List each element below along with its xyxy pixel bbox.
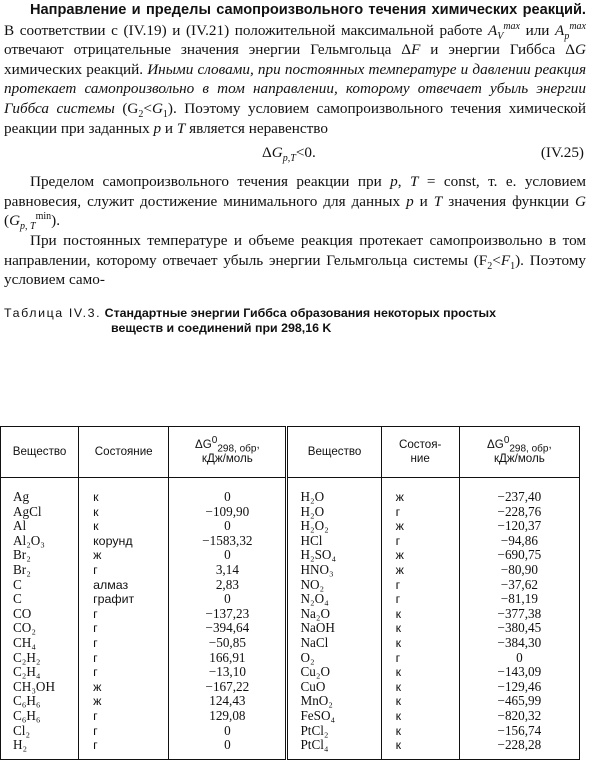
paragraph-heading: Направление и пределы самопроизвольного течения химических реакций. [30,2,586,18]
substance-cell: C [1,592,79,607]
gibbs-energy-cell: 129,08 [169,709,287,724]
table-row [1,621,580,636]
substance-cell: Al₂O₃ [1,534,79,549]
substance-cell: H₂O₂ [287,519,381,534]
state-cell: г [381,534,459,549]
gibbs-energy-cell: −120,37 [459,519,579,534]
state-cell: к [79,505,169,520]
substance-cell: C [1,578,79,593]
state-cell: г [79,607,169,622]
substance-cell: Cu₂O [287,665,381,680]
equation: $\Delta G_{p,T}<0$. [262,144,316,165]
table-row [1,738,580,759]
var-p: p [153,119,162,137]
state-cell: к [79,519,169,534]
state-cell: ж [381,519,459,534]
state-cell: г [79,651,169,666]
state-cell: г [381,505,459,520]
gibbs-energy-cell: −94,86 [459,534,579,549]
table-header-row [1,427,580,478]
state-cell: г [79,709,169,724]
table-row [1,505,580,520]
gibbs-energy-cell: −81,19 [459,592,579,607]
gibbs-energy-cell: −143,09 [459,665,579,680]
substance-cell: CO [1,607,79,622]
substance-cell: Br₂ [1,563,79,578]
state-cell: к [381,621,459,636]
gibbs-energy-cell: 166,91 [169,651,287,666]
table-row [1,607,580,622]
paragraph-helmholtz: При постоянных температуре и объеме реакция протекает самопроизвольно в том направлении, которому отвечает убыль энергии Гельмгольца системы $(F_2<F_1)$. Поэтому условием само- [4,231,586,289]
gibbs-energy-cell: −465,99 [459,694,579,709]
state-cell: г [79,621,169,636]
state-cell: к [381,738,459,759]
state-cell: к [381,665,459,680]
gibbs-energy-cell: 124,43 [169,694,287,709]
state-cell: г [79,665,169,680]
state-cell: корунд [79,534,169,549]
substance-cell: NaCl [287,636,381,651]
gibbs-energy-cell: −384,30 [459,636,579,651]
gibbs-energy-cell: −129,46 [459,680,579,695]
equation-row [4,142,586,166]
state-cell: ж [381,490,459,505]
var-t: T [176,119,186,137]
substance-cell: CuO [287,680,381,695]
gibbs-energy-cell: 0 [169,490,287,505]
substance-cell: Al [1,519,79,534]
page [4,0,586,336]
substance-cell: NaOH [287,621,381,636]
equation-number: (IV.25) [540,144,584,162]
gibbs-energy-table [0,426,580,760]
gibbs-energy-cell: 0 [169,519,287,534]
table-row [1,519,580,534]
substance-cell: H₂ [1,738,79,759]
header-substance-2: Вещество [287,427,381,478]
substance-cell: PtCl₂ [287,724,381,739]
gibbs-energy-cell: −109,90 [169,505,287,520]
state-cell: г [79,636,169,651]
substance-cell: C₂H₄ [1,665,79,680]
gibbs-energy-cell: 2,83 [169,578,287,593]
substance-cell: O₂ [287,651,381,666]
state-cell: к [381,680,459,695]
substance-cell: CH₄ [1,636,79,651]
substance-cell: C₆H₆ [1,709,79,724]
state-cell: к [381,636,459,651]
formula-a-p-max: $A_p^{max}$ [555,20,586,42]
table-row [1,592,580,607]
table-row [1,694,580,709]
gibbs-energy-cell: 0 [169,724,287,739]
gibbs-energy-cell: 0 [169,592,287,607]
table-caption-title: Стандартные энергии Гиббса образования некоторых простых [104,305,497,320]
table-row [1,636,580,651]
gibbs-energy-cell: −820,32 [459,709,579,724]
substance-cell: C₆H₆ [1,694,79,709]
gibbs-energy-cell: 0 [169,738,287,759]
state-cell: алмаз [79,578,169,593]
substance-cell: Br₂ [1,548,79,563]
state-cell: г [381,592,459,607]
state-cell: ж [79,694,169,709]
substance-cell: Cl₂ [1,724,79,739]
gibbs-energy-cell: 0 [459,651,579,666]
gibbs-energy-cell: −228,76 [459,505,579,520]
table-body [1,478,580,760]
substance-cell: HCl [287,534,381,549]
formula-delta-f: ΔF [401,41,421,59]
table-row [1,665,580,680]
substance-cell: N₂O₄ [287,592,381,607]
substance-cell: FeSO₄ [287,709,381,724]
substance-cell: NO₂ [287,578,381,593]
table-caption [4,306,586,336]
state-cell: г [79,738,169,759]
header-gibbs-2: $\Delta G^0_{298, обр}$, кДж/моль [459,427,579,478]
substance-cell: MnO₂ [287,694,381,709]
table-row [1,680,580,695]
state-cell: к [381,607,459,622]
state-cell: г [381,578,459,593]
gibbs-energy-cell: −50,85 [169,636,287,651]
substance-cell: CH₃OH [1,680,79,695]
gibbs-energy-cell: −13,10 [169,665,287,680]
substance-cell: Na₂O [287,607,381,622]
table-row [1,651,580,666]
state-cell: ж [79,680,169,695]
formula-a-v-max: $A_V^{max}$ [487,20,520,42]
substance-cell: CO₂ [1,621,79,636]
gibbs-energy-cell: −137,23 [169,607,287,622]
gibbs-energy-cell: −394,64 [169,621,287,636]
gibbs-energy-cell: −80,90 [459,563,579,578]
substance-cell: HNO₃ [287,563,381,578]
table-row [1,709,580,724]
formula-delta-g: ΔG [565,41,586,59]
header-state-1: Состояние [79,427,169,478]
paragraph-limit: Пределом самопроизвольного течения реакции при p, T = const, т. е. условием равновесия, служит достижение минимального для данных p и T значения функции G $(G_{p, T}^{min})$. [4,173,586,233]
gibbs-energy-cell: −1583,32 [169,534,287,549]
state-cell: г [79,724,169,739]
table-caption-number: Таблица IV.3. [4,305,102,320]
substance-cell: C₂H₂ [1,651,79,666]
state-cell: г [381,651,459,666]
table-caption-title-line2: веществ и соединений при 298,16 K [111,320,332,335]
header-gibbs-1: $\Delta G^0_{298, обр}$, кДж/моль [169,427,287,478]
paragraph-direction: Направление и пределы самопроизвольного течения химических реакций. В соответствии с (IV.19) и (IV.21) положительной максимальной работе $A_V^{max}$ или $A_p^{max}$ отвечают отрицательные значения энергии Гельмгольца ΔF и энергии Гиббса ΔG химических реакций. Иными словами, при постоянных температуре и давлении реакция протекает самопроизвольно в том направлении, которому отвечает убыль энергии Гиббса системы $(G_2<G_1)$. Поэтому условием самопроизвольного течения химической реакции при заданных p и T является неравенство [4,2,586,137]
gibbs-energy-cell: −690,75 [459,548,579,563]
gibbs-energy-cell: −228,28 [459,738,579,759]
substance-cell: H₂O [287,505,381,520]
gibbs-energy-cell: −237,40 [459,490,579,505]
gibbs-energy-cell: 0 [169,548,287,563]
table-row [1,490,580,505]
substance-cell: PtCl₄ [287,738,381,759]
state-cell: графит [79,592,169,607]
state-cell: г [79,563,169,578]
table-row [1,534,580,549]
table-row [1,578,580,593]
state-cell: ж [381,563,459,578]
gibbs-energy-cell: 3,14 [169,563,287,578]
gibbs-energy-cell: −167,22 [169,680,287,695]
state-cell: ж [79,548,169,563]
state-cell: ж [381,548,459,563]
table-row [1,724,580,739]
header-substance-1: Вещество [1,427,79,478]
state-cell: к [381,724,459,739]
state-cell: к [381,709,459,724]
table-spacer [1,478,580,491]
header-state-2: Состоя- ние [381,427,459,478]
gibbs-energy-cell: −156,74 [459,724,579,739]
table-row [1,548,580,563]
gibbs-energy-cell: −37,62 [459,578,579,593]
substance-cell: Ag [1,490,79,505]
substance-cell: H₂O [287,490,381,505]
state-cell: к [79,490,169,505]
table-row [1,563,580,578]
state-cell: к [381,694,459,709]
substance-cell: AgCl [1,505,79,520]
substance-cell: H₂SO₄ [287,548,381,563]
gibbs-energy-cell: −377,38 [459,607,579,622]
gibbs-energy-cell: −380,45 [459,621,579,636]
